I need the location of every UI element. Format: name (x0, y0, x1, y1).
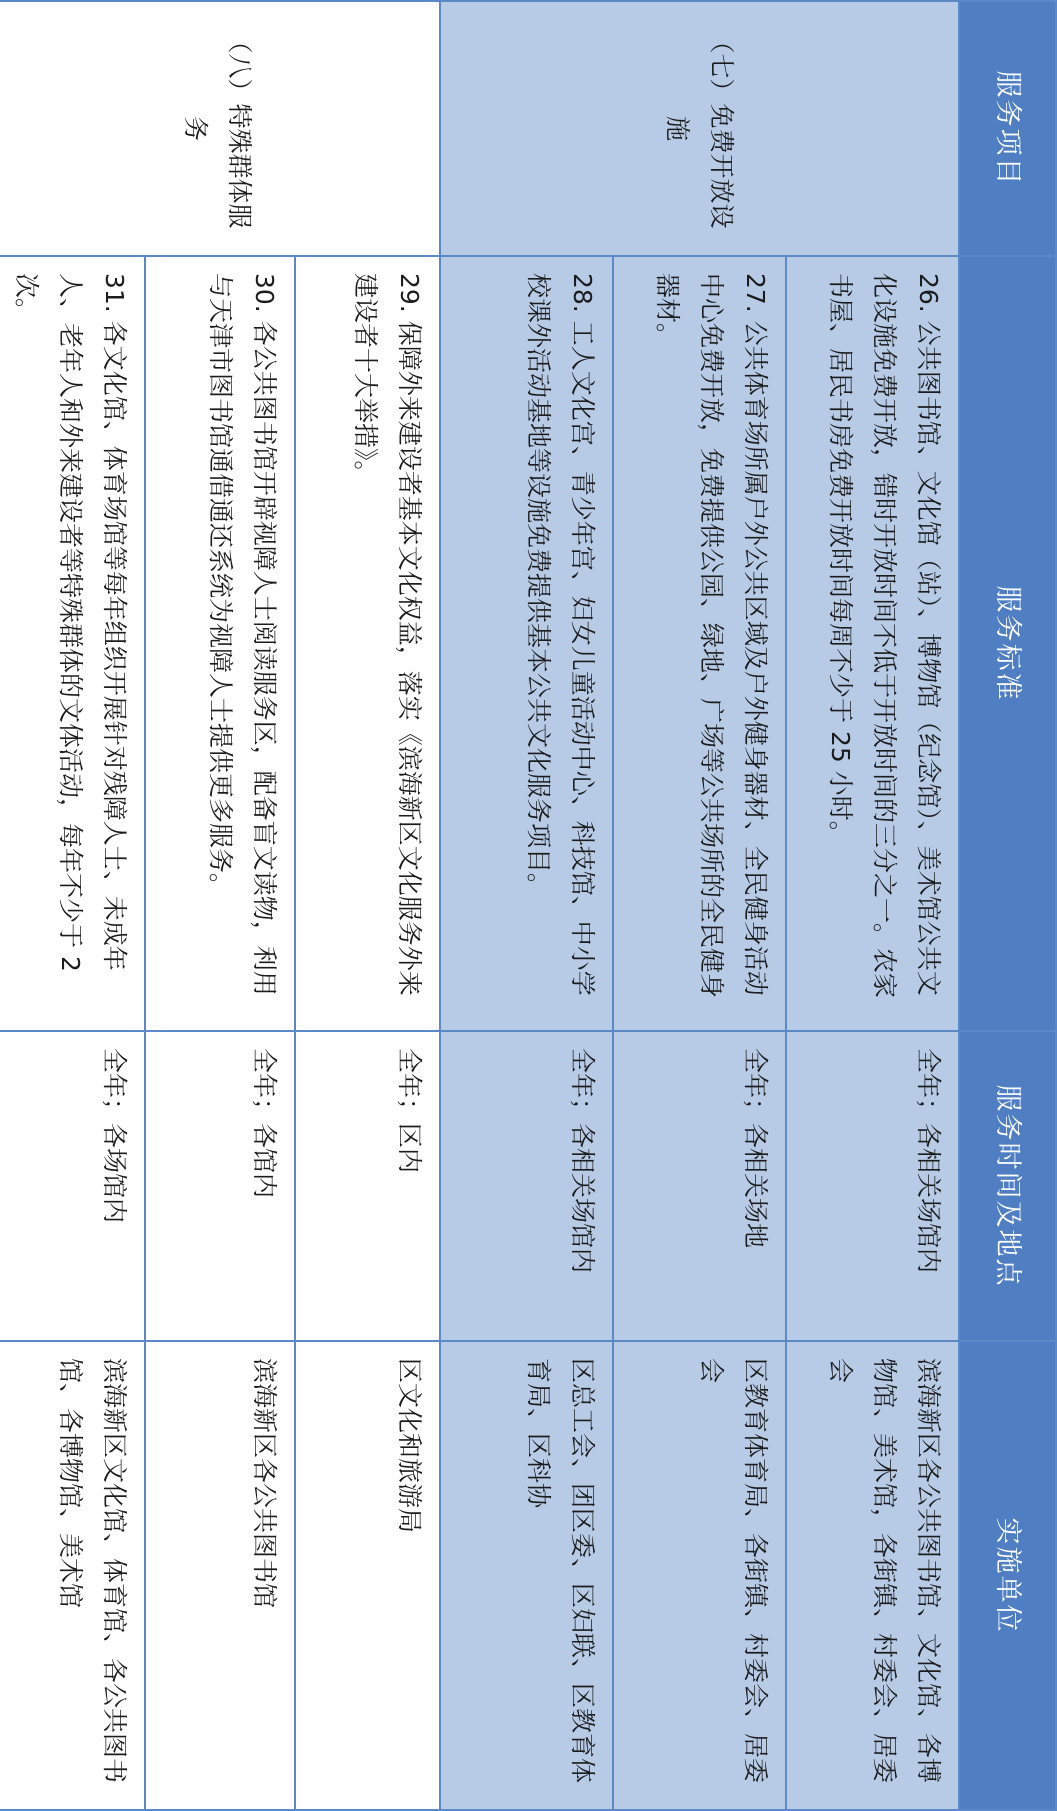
time-place-cell: 全年；各相关场地 (613, 1031, 786, 1341)
table-row (0, 1, 145, 1810)
implementer-cell: 滨海新区文化馆、体育馆、各公共图书馆、各博物馆、美术馆 (0, 1341, 145, 1810)
header-service-standard: 服务标准 (959, 256, 1056, 1031)
table-row (786, 1, 959, 1810)
header-implementer: 实施单位 (959, 1341, 1056, 1810)
standard-cell: 28. 工人文化宫、青少年宫、妇女儿童活动中心、科技馆、中小学校课外活动基地等设施免费提供基本公共文化服务项目。 (440, 256, 613, 1031)
implementer-cell: 区文化和旅游局 (295, 1341, 440, 1810)
table-row (145, 1, 295, 1810)
time-place-cell: 全年；区内 (295, 1031, 440, 1341)
implementer-cell: 滨海新区各公共图书馆 (145, 1341, 295, 1810)
table-row (295, 1, 440, 1810)
time-place-cell: 全年；各馆内 (145, 1031, 295, 1341)
implementer-cell: 滨海新区各公共图书馆、文化馆、各博物馆、美术馆，各街镇、村委会、居委会 (786, 1341, 959, 1810)
standard-cell: 31. 各文化馆、体育场馆等每年组织开展针对残障人士、未成年人、老年人和外来建设者等特殊群体的文体活动，每年不少于 2 次。 (0, 256, 145, 1031)
time-place-cell: 全年；各场馆内 (0, 1031, 145, 1341)
implementer-cell: 区教育体育局、各街镇、村委会、居委会 (613, 1341, 786, 1810)
category-cell: （七）免费开放设施 (440, 1, 959, 256)
header-service-item: 服务项目 (959, 1, 1056, 256)
table-row (440, 1, 613, 1810)
standard-cell: 26. 公共图书馆、文化馆（站）、博物馆（纪念馆）、美术馆公共文化设施免费开放，错时开放时间不低于开放时间的三分之一。农家书屋、居民书房免费开放时间每周不少于 25 小时。 (786, 256, 959, 1031)
header-time-place: 服务时间及地点 (959, 1031, 1056, 1341)
category-cell: （八）特殊群体服务 (0, 1, 440, 256)
time-place-cell: 全年；各相关场馆内 (440, 1031, 613, 1341)
implementer-cell: 区总工会、团区委、区妇联、区教育体育局、区科协 (440, 1341, 613, 1810)
standard-cell: 29. 保障外来建设者基本文化权益，落实《滨海新区文化服务外来建设者十大举措》。 (295, 256, 440, 1031)
table-row (613, 1, 786, 1810)
standard-cell: 30. 各公共图书馆开辟视障人士阅读服务区，配备盲文读物，利用与天津市图书馆通借通还系统为视障人士提供更多服务。 (145, 256, 295, 1031)
table-header-row (959, 1, 1056, 1810)
time-place-cell: 全年；各相关场馆内 (786, 1031, 959, 1341)
standard-cell: 27. 公共体育场所属户外公共区域及户外健身器材、全民健身活动中心免费开放，免费提供公园、绿地、广场等公共场所的全民健身器材。 (613, 256, 786, 1031)
